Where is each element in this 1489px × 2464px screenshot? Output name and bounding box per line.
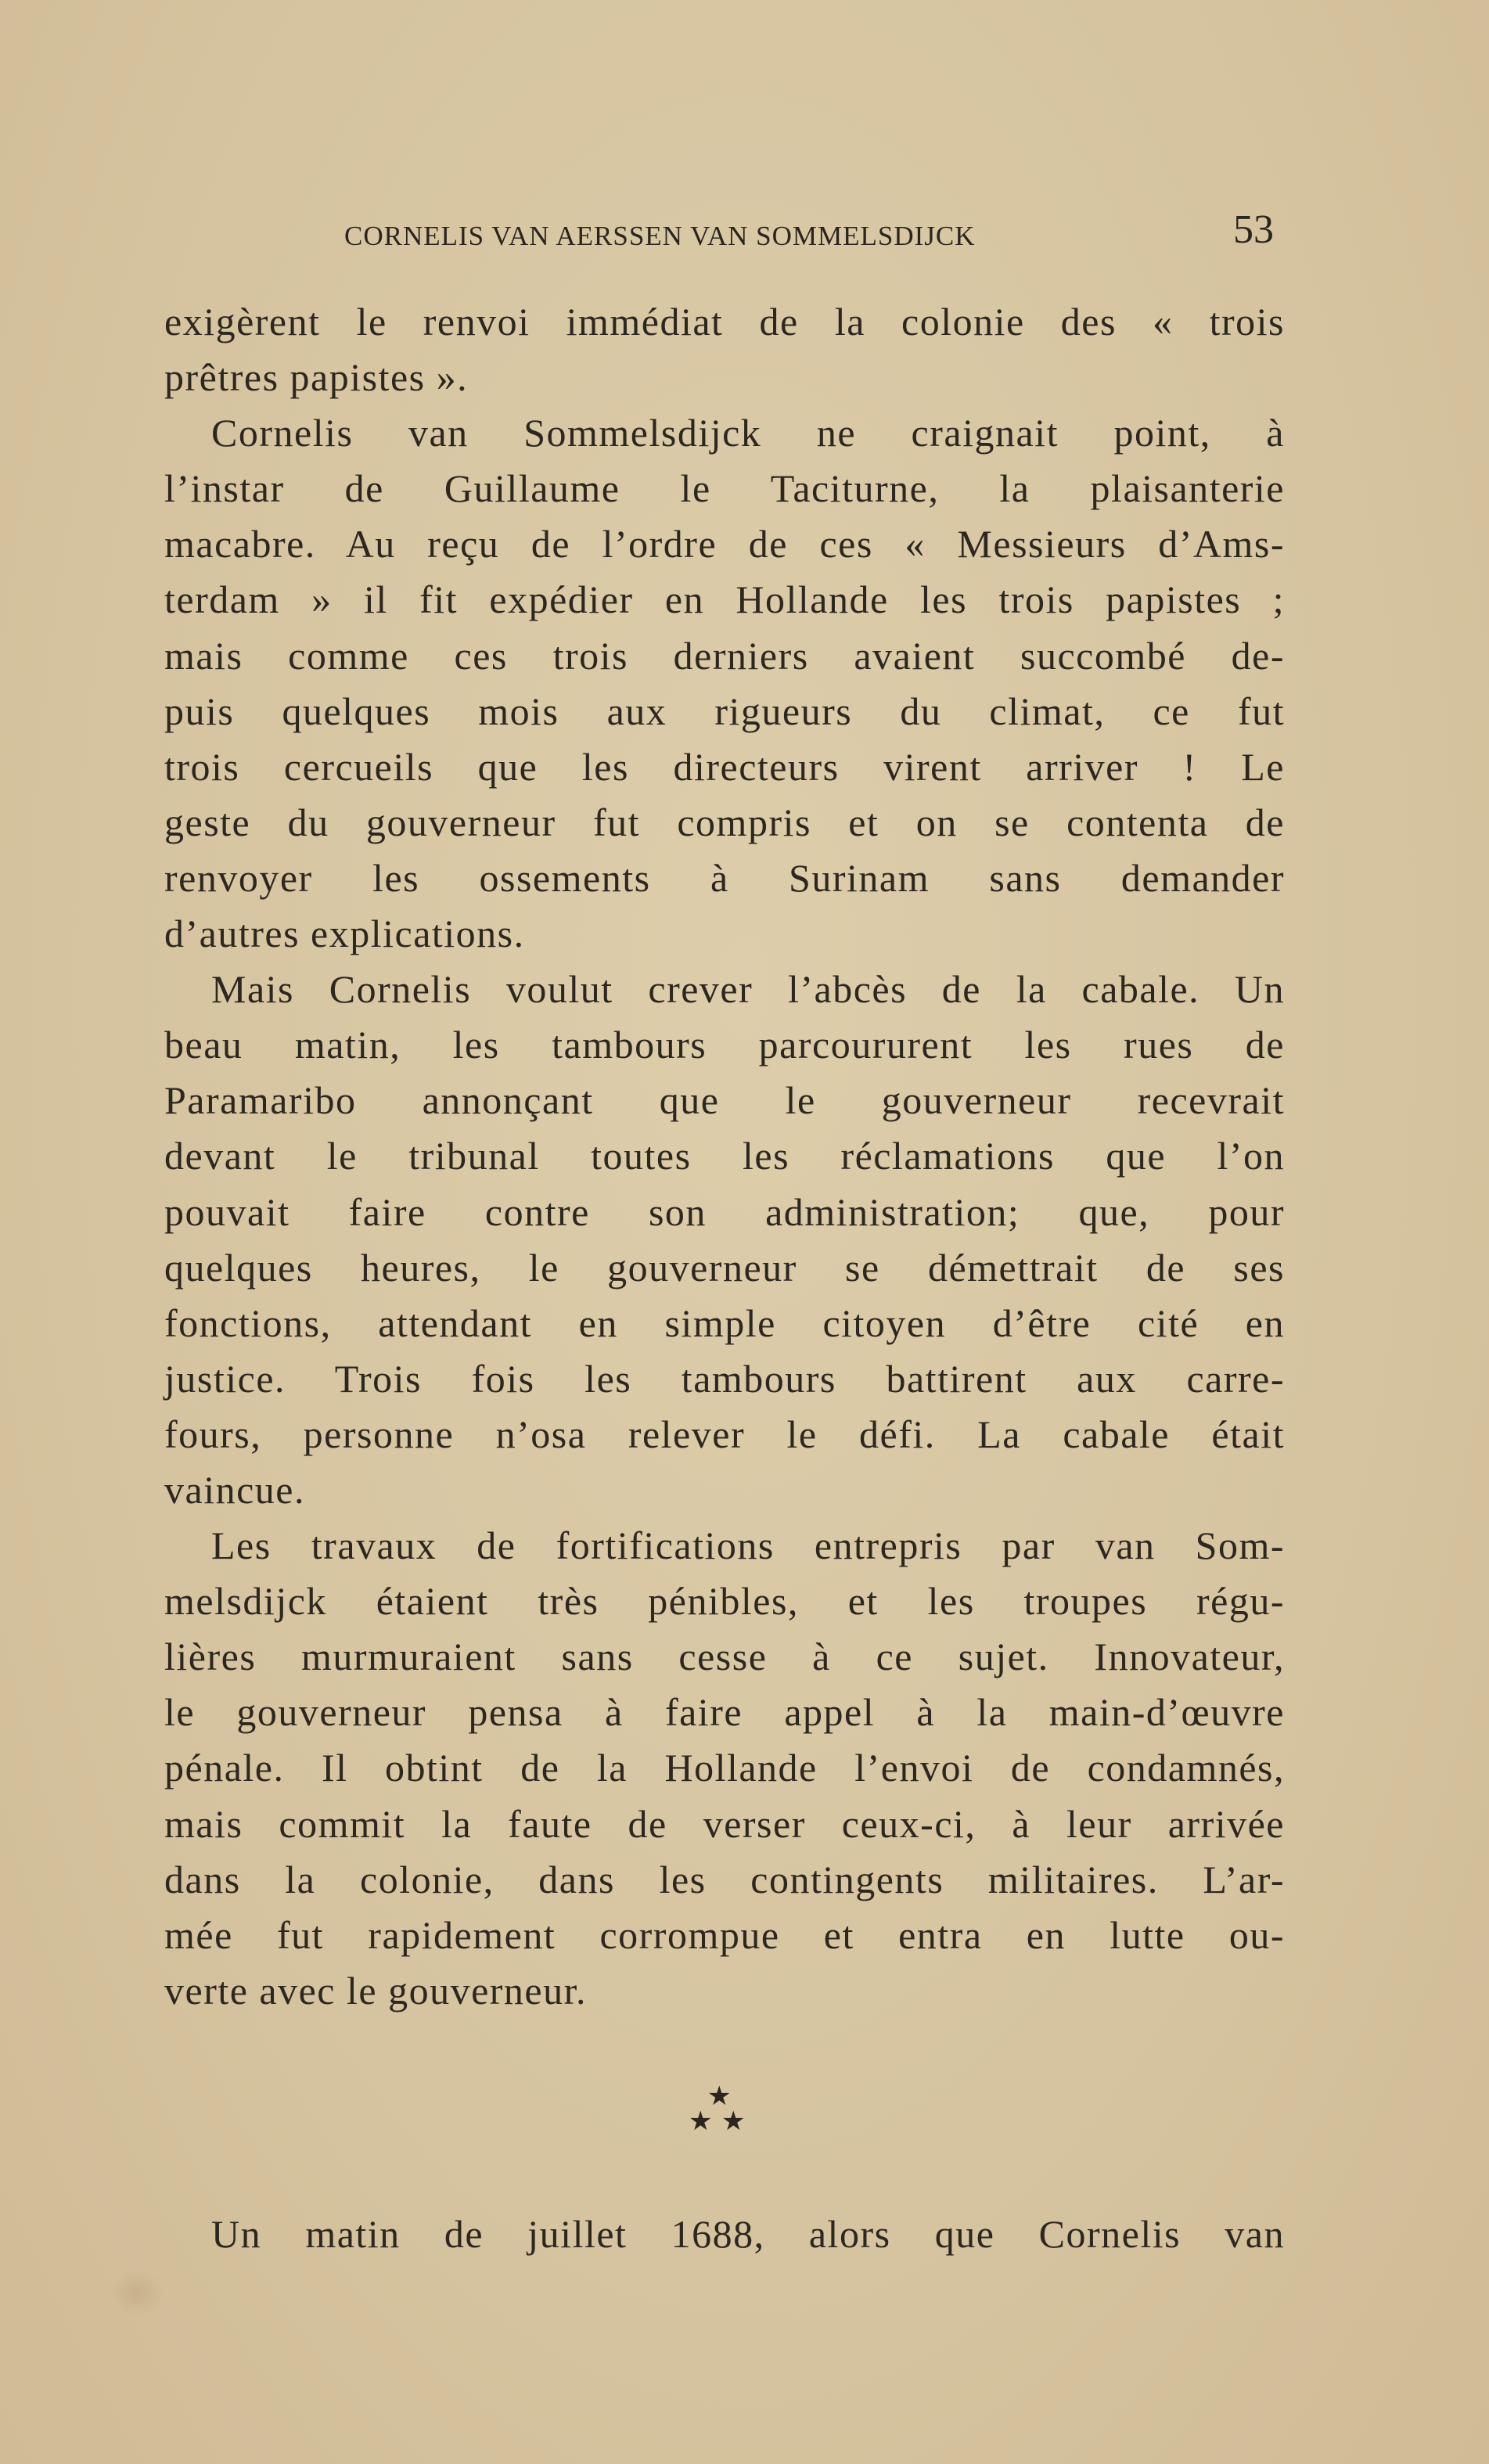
text-line: renvoyer les ossements à Surinam sans demander [164, 855, 1285, 900]
paper-stain [110, 2269, 164, 2316]
star-icon: ★ [707, 2081, 732, 2112]
text-line: Les travaux de fortifications entrepris par van Som- [211, 1523, 1285, 1568]
text-line: fonctions, attendant en simple citoyen d’être cité en [164, 1300, 1285, 1345]
text-line: devant le tribunal toutes les réclamations que l’on [164, 1134, 1285, 1178]
text-line: pénale. Il obtint de la Hollande l’envoi de condamnés, [164, 1746, 1285, 1790]
page-number: 53 [1233, 207, 1274, 252]
text-line: quelques heures, le gouverneur se démettrait de ses [164, 1245, 1285, 1290]
text-line: macabre. Au reçu de l’ordre de ces « Messieurs d’Ams- [164, 522, 1285, 567]
text-line: mais comme ces trois derniers avaient succombé de- [164, 633, 1285, 678]
text-line: vaincue. [164, 1467, 305, 1512]
text-line: dans la colonie, dans les contingents militaires. L’ar- [164, 1857, 1285, 1901]
text-line: melsdijck étaient très pénibles, et les troupes régu- [164, 1579, 1285, 1624]
text-line: Un matin de juillet 1688, alors que Cornelis van [211, 2212, 1285, 2256]
text-line: puis quelques mois aux rigueurs du climat, ce fut [164, 689, 1285, 733]
text-line: terdam » il fit expédier en Hollande les trois papistes ; [164, 577, 1285, 622]
text-line: prêtres papistes ». [164, 355, 469, 400]
text-line: Paramaribo annonçant que le gouverneur recevrait [164, 1078, 1285, 1123]
text-line: verte avec le gouverneur. [164, 1968, 588, 2013]
text-line: mais commit la faute de verser ceux-ci, à leur arrivée [164, 1801, 1285, 1846]
star-icon: ★ [689, 2106, 713, 2137]
text-line: d’autres explications. [164, 912, 525, 956]
body-text [164, 294, 1285, 2019]
text-line: lières murmuraient sans cesse à ce sujet. Innovateur, [164, 1635, 1285, 1679]
text-line: justice. Trois fois les tambours battirent aux carre- [164, 1356, 1285, 1401]
star-icon: ★ [721, 2106, 746, 2137]
text-line: Cornelis van Sommelsdijck ne craignait point, à [211, 411, 1285, 455]
text-line: geste du gouverneur fut compris et on se contenta de [164, 800, 1285, 844]
text-line: mée fut rapidement corrompue et entra en lutte ou- [164, 1912, 1285, 1957]
asterism-divider [685, 2081, 748, 2144]
text-line: exigèrent le renvoi immédiat de la colonie des « trois [164, 300, 1285, 344]
text-line: pouvait faire contre son administration; que, pour [164, 1189, 1285, 1234]
running-head: CORNELIS VAN AERSSEN VAN SOMMELSDIJCK [344, 221, 976, 251]
continuation-paragraph [164, 2207, 1285, 2262]
text-line: le gouverneur pensa à faire appel à la main-d’œuvre [164, 1690, 1285, 1735]
text-line: fours, personne n’osa relever le défi. La cabale était [164, 1412, 1285, 1456]
text-line: Mais Cornelis voulut crever l’abcès de la cabale. Un [211, 967, 1285, 1012]
text-line: l’instar de Guillaume le Taciturne, la plaisanterie [164, 466, 1285, 511]
text-line: beau matin, les tambours parcoururent les rues de [164, 1023, 1285, 1067]
text-line: trois cercueils que les directeurs virent arriver ! Le [164, 744, 1285, 789]
